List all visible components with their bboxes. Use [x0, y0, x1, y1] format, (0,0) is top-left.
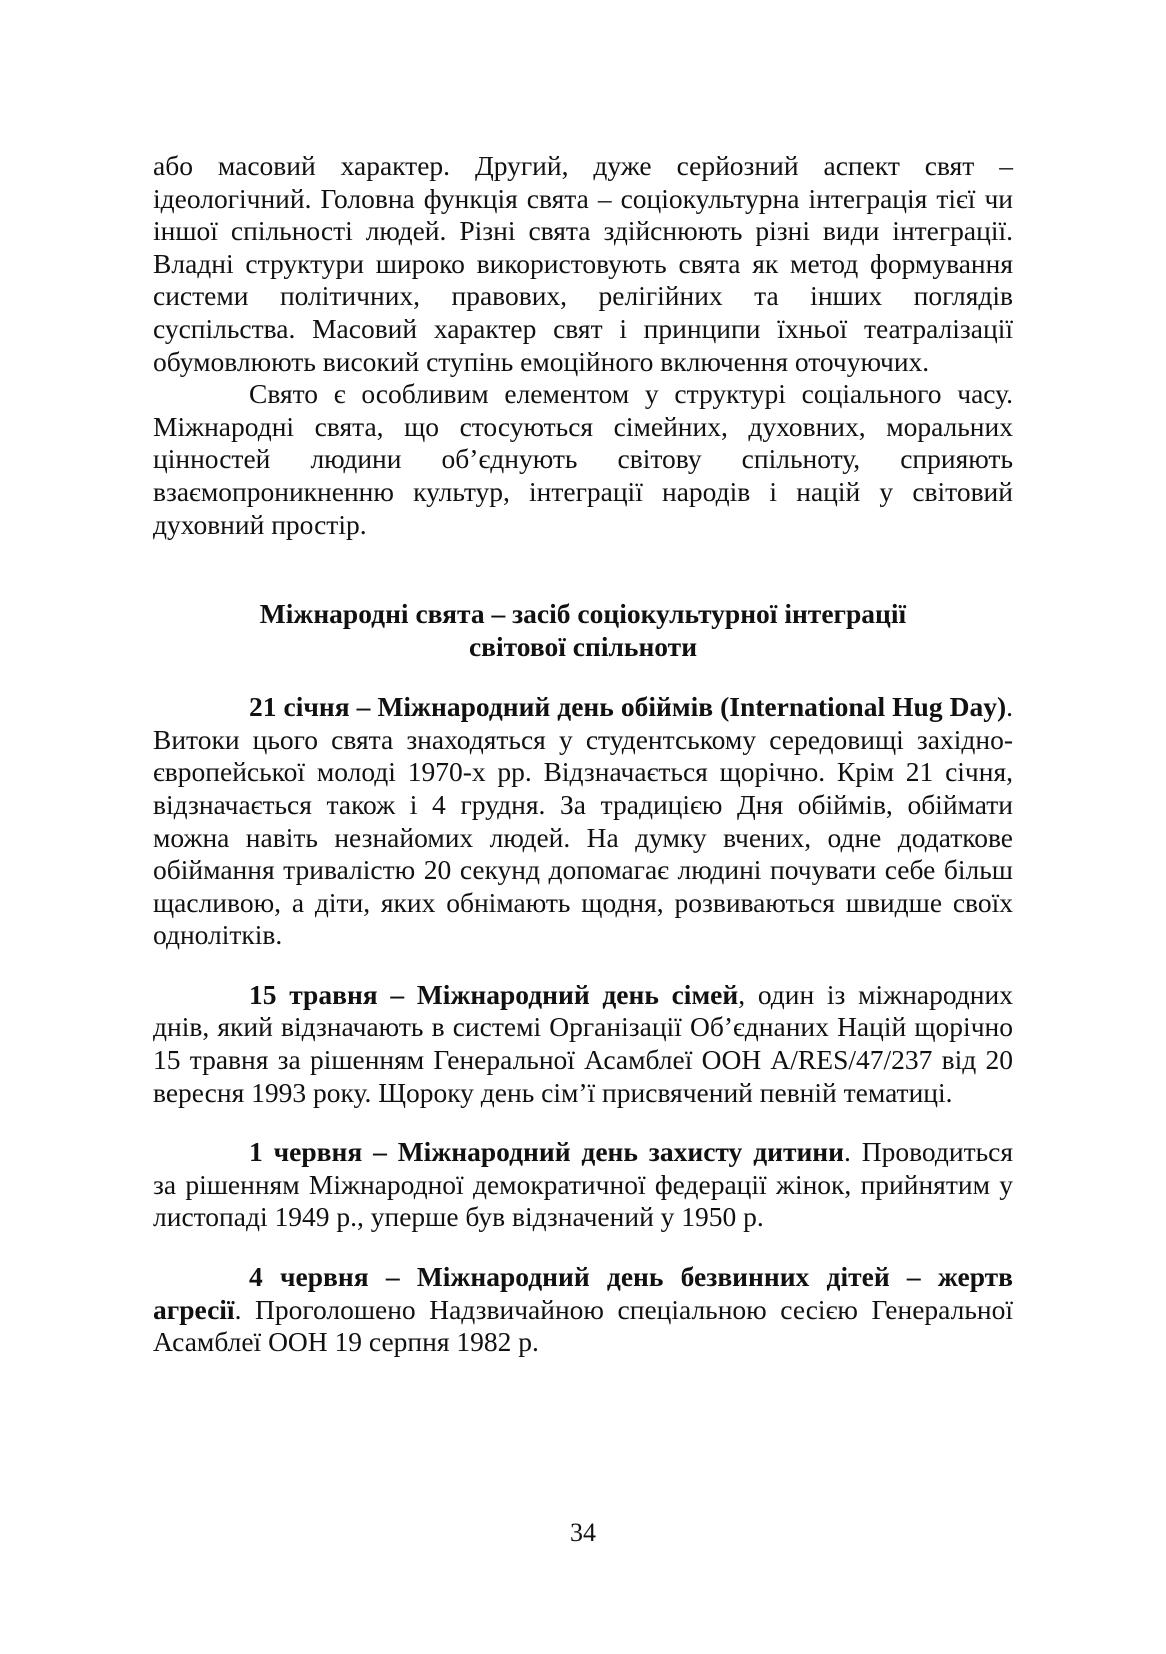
holiday-entry-children-protection-day	[153, 1136, 1013, 1234]
intro-paragraph-2: Свято є особливим елементом у структурі соціального часу. Міжнародні свята, що стосуються сімейних, духовних, моральних цінностей людини об’єднують світову спільноту, сприяють взаємопроникненню культур, інтеграції народів і націй у світовий духовний простір.	[153, 378, 1013, 540]
entry-body: . Проголошено Надзвичайною спеціальною сесією Генеральної Асамблеї ООН 19 серпня 1982 р.	[153, 1293, 1013, 1358]
entry-title: 4 червня – Міжнародний день безвинних дітей – жертв агресії	[153, 1261, 1013, 1325]
section-heading-line-2: світової спільноти	[468, 631, 698, 663]
holiday-entry-innocent-children-day	[153, 1261, 1013, 1359]
entry-body: . Витоки цього свята знаходяться у студентському середовищі західно-європейської молоді 1970-х рр. Відзначається щорічно. Крім 21 січня, відзначається також і 4 грудня. За традицією Дня обіймів, обіймати можна навіть незнайомих людей. На думку вчених, одне додаткове обіймання тривалістю 20 секунд допомагає людині почувати себе більш щасливою, а діти, яких обнімають щодня, розвиваються швидше своїх однолітків.	[153, 691, 1013, 951]
section-heading-line-1: Міжнародні свята – засіб соціокультурної інтеграції	[259, 598, 907, 630]
entry-body: . Проводиться за рішенням Міжнародної демократичної федерації жінок, прийнятим у листопаді 1949 р., уперше був відзначений у 1950 р.	[153, 1136, 1013, 1233]
entry-title: 1 червня – Міжнародний день захисту дитини	[249, 1136, 844, 1168]
holiday-entry-family-day	[153, 979, 1013, 1109]
holiday-entry-hug-day	[153, 691, 1013, 952]
entry-title: 21 січня – Міжнародний день обіймів (International Hug Day)	[249, 691, 1007, 723]
document-page	[153, 150, 1013, 1359]
section-heading	[153, 597, 1013, 663]
entry-title: 15 травня – Міжнародний день сімей	[249, 978, 739, 1010]
entry-body: , один із міжнародних днів, який відзначають в системі Організації Об’єднаних Націй щорічно 15 травня за рішенням Генеральної Асамблеї ООН A/RES/47/237 від 20 вересня 1993 року. Щороку день сім’ї присвячений певній тематиці.	[153, 978, 1013, 1108]
intro-paragraph-1: або масовий характер. Другий, дуже серйозний аспект свят – ідеологічний. Головна функція свята – соціокультурна інтеграція тієї чи іншої спільності людей. Різні свята здійснюють різні види інтеграції. Владні структури широко використовують свята як метод формування системи політичних, правових, релігійних та інших поглядів суспільства. Масовий характер свят і принципи їхньої театралізації обумовлюють високий ступінь емоційного включення оточуючих.	[153, 150, 1013, 377]
page-number: 34	[570, 1518, 596, 1547]
